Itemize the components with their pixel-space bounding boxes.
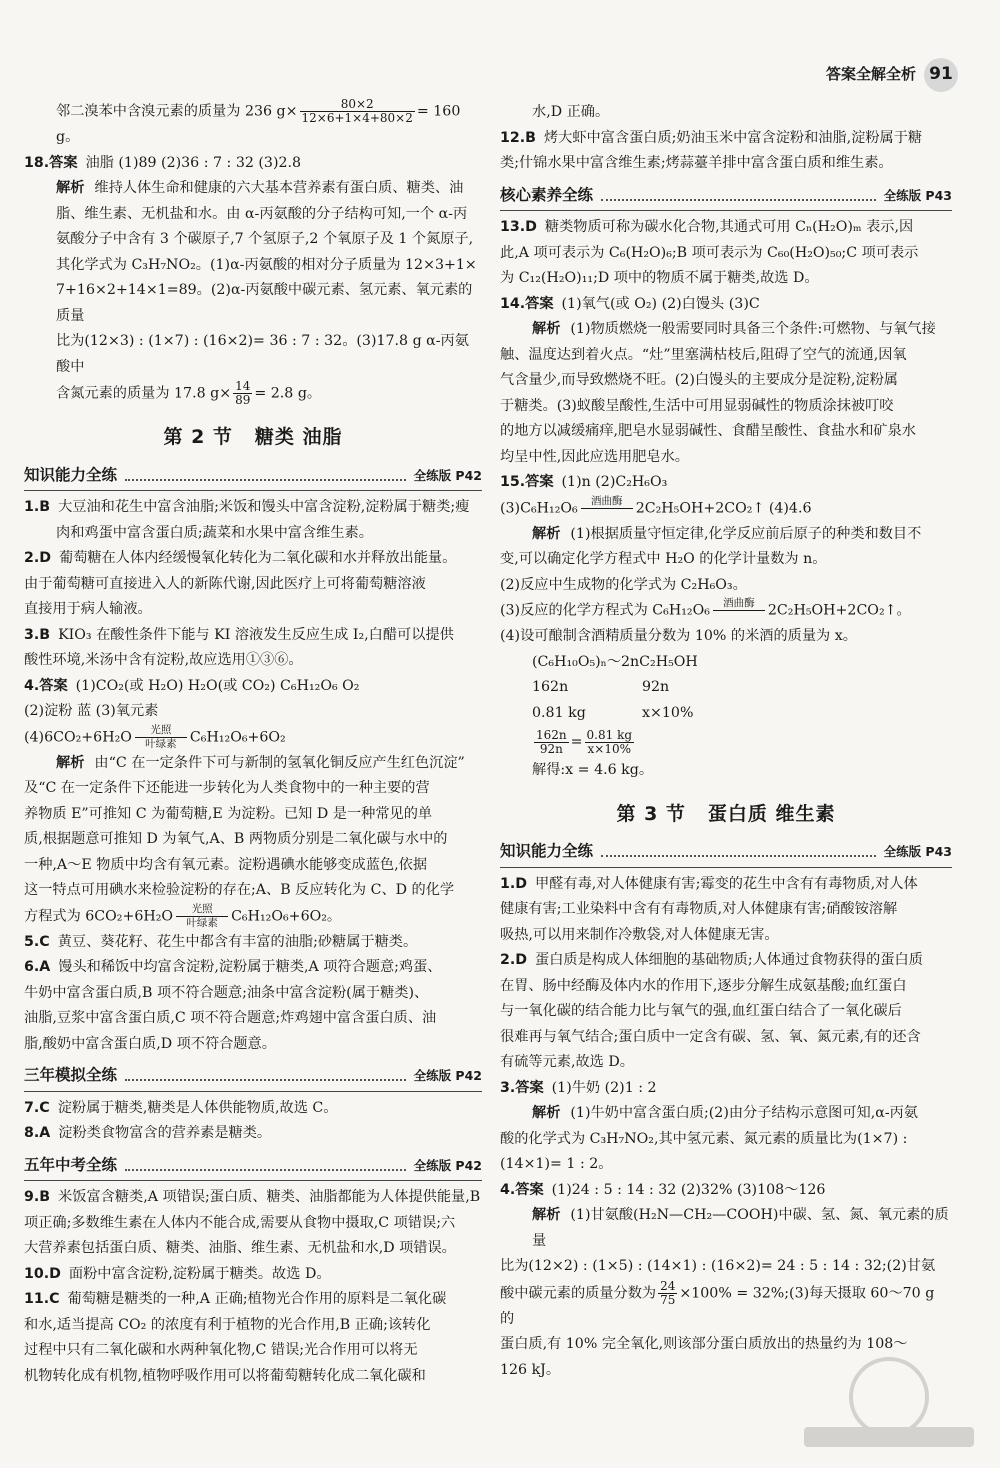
- explanation-4: 解析 由“C 在一定条件下可与新制的氢氧化铜反应产生红色沉淀”: [56, 754, 465, 771]
- text-line: 邻二溴苯中含溴元素的质量为 236 g× $\frac{80\times 2}{12\times 6+1\times 4+80\times 2}$ = 160 g。: [56, 97, 461, 145]
- text-line: (2)淀粉 蓝 (3)氧元素: [24, 703, 159, 719]
- reaction-arrow: 酒曲酶: [581, 496, 633, 521]
- answer-18: 18.答案 油脂 (1)89 (2)36 : 7 : 32 (3)2.8: [24, 154, 302, 171]
- text-line: 变,可以确定化学方程式中 H₂O 的化学计量数为 n。: [500, 551, 827, 567]
- subhead-knowledge-3: 知识能力全练 全练版 P43: [500, 839, 952, 868]
- equation-line: (4)6CO₂+6H₂O 光照 叶绿素 C₆H₁₂O₆+6O₂: [24, 723, 286, 750]
- text-line: 直接用于病人输液。: [24, 601, 152, 617]
- explanation-p3: 解析 (1)牛奶中富含蛋白质;(2)由分子结构示意图可知,α-丙氨: [532, 1105, 918, 1121]
- reaction-arrow: 酒曲酶: [713, 598, 765, 623]
- explanation-15: 解析 (1)根据质量守恒定律,化学反应前后原子的种类和数目不: [532, 525, 922, 542]
- text-line: 大营养素包括蛋白质、糖类、油脂、维生素、无机盐和水,D 项错误。: [24, 1240, 456, 1256]
- text-line: 比为(12×3) : (1×7) : (16×2)= 36 : 7 : 32。(3)17.8 g α-丙氨酸中: [56, 333, 469, 375]
- text-line: 126 kJ。: [500, 1361, 561, 1378]
- answer-1: 1.B 大豆油和花生中富含油脂;米饭和馒头中富含淀粉,淀粉属于糖类;瘦: [24, 499, 470, 515]
- equation-line: (3)C₆H₁₂O₆ 酒曲酶 2C₂H₅OH+2CO₂↑ (4)4.6: [500, 496, 952, 522]
- answer-p3: 3.答案 (1)牛奶 (2)1 : 2: [500, 1079, 657, 1096]
- text-line: 此,A 项可表示为 C₆(H₂O)₆;B 项可表示为 C₆₀(H₂O)₅₀;C 项可表示: [500, 244, 919, 261]
- text-line: 很难再与氧气结合;蛋白质中一定含有碳、氢、氧、氮元素,有的还含: [500, 1028, 921, 1045]
- text-line: 养物质 E”可推知 C 为葡萄糖,E 为淀粉。已知 D 是一种常见的单: [24, 805, 433, 822]
- subhead-five-year: 五年中考全练 全练版 P42: [24, 1153, 482, 1182]
- answer-8: 8.A 淀粉类食物富含的营养素是糖类。: [24, 1125, 272, 1141]
- page-number: 91: [924, 58, 958, 92]
- text-line: 脂、维生素、无机盐和水。由 α-丙氨酸的分子结构可知,一个 α-丙: [56, 205, 468, 222]
- text-line: 触、温度达到着火点。“灶”里塞满枯枝后,阻碍了空气的流通,因氧: [500, 346, 907, 363]
- calc-line: (C₆H₁₀O₅)ₙ～2nC₂H₅OH: [532, 653, 698, 670]
- text-line: 为 C₁₂(H₂O)₁₁;D 项中的物质不属于糖类,故选 D。: [500, 270, 819, 286]
- text-line: 含氮元素的质量为 17.8 g× $\frac{14}{89}$ = 2.8 g。: [56, 379, 322, 407]
- text-line: 一种,A～E 物质中均含有氧元素。淀粉遇碘水能够变成蓝色,依据: [24, 856, 428, 873]
- answer-5: 5.C 黄豆、葵花籽、花生中都含有丰富的油脂;砂糖属于糖类。: [24, 933, 418, 950]
- calc-line: 162n 92n: [532, 679, 670, 695]
- subhead-core: 核心素养全练 全练版 P43: [500, 183, 952, 212]
- text-line: 肉和鸡蛋中富含蛋白质;蔬菜和水果中富含维生素。: [56, 524, 373, 541]
- text-line: 有硫等元素,故选 D。: [500, 1054, 634, 1070]
- text-line: 这一特点可用碘水来检验淀粉的存在;A、B 反应转化为 C、D 的化学: [24, 882, 455, 898]
- calc-proportion: $\frac{162n}{92n}$ = $\frac{0.81 kg}{x\times 10\%}$: [536, 727, 633, 756]
- answer-15: 15.答案 (1)n (2)C₂H₆O₃: [500, 474, 668, 490]
- fraction: $\frac{162n}{92n}$: [536, 727, 567, 756]
- text-line: 和水,适当提高 CO₂ 的浓度有利于植物的光合作用,B 正确;该转化: [24, 1316, 431, 1333]
- right-column: [500, 100, 952, 1383]
- text-line: 由于葡萄糖可直接进入人的新陈代谢,因此医疗上可将葡萄糖溶液: [24, 575, 426, 592]
- text-line: (4)设可酿制含酒精质量分数为 10% 的米酒的质量为 x。: [500, 628, 857, 644]
- explanation-p4: 解析 (1)甘氨酸(H₂N—CH₂—COOH)中碳、氢、氮、氧元素的质量: [532, 1207, 949, 1249]
- answer-14: 14.答案 (1)氧气(或 O₂) (2)白馒头 (3)C: [500, 295, 760, 312]
- equation-line: (3)反应的化学方程式为 C₆H₁₂O₆ 酒曲酶 2C₂H₅OH+2CO₂↑。: [500, 598, 952, 624]
- calc-line: 0.81 kg x×10%: [532, 704, 694, 721]
- text-line: 及“C 在一定条件下还能进一步转化为人类食物中的一种主要的营: [24, 780, 430, 796]
- header-title: 答案全解全析: [825, 65, 916, 84]
- answer-9: 9.B 米饭富含糖类,A 项错误;蛋白质、糖类、油脂都能为人体提供能量,B: [24, 1189, 481, 1205]
- text-line: 酸中碳元素的质量分数为 $\frac{24}{75}$ ×100% = 32%;(3)每天摄取 60～70 g 的: [500, 1278, 935, 1327]
- text-line: (2)反应中生成物的化学式为 C₂H₆O₃。: [500, 576, 747, 593]
- answer-p2: 2.D 蛋白质是构成人体细胞的基础物质;人体通过食物获得的蛋白质: [500, 952, 923, 968]
- text-line: (14×1)= 1 : 2。: [500, 1156, 613, 1172]
- answer-12: 12.B 烤大虾中富含蛋白质;奶油玉米中富含淀粉和油脂,淀粉属于糖: [500, 129, 923, 146]
- answer-11: 11.C 葡萄糖是糖类的一种,A 正确;植物光合作用的原料是二氧化碳: [24, 1291, 447, 1307]
- text-line: 牛奶中富含蛋白质,B 项不符合题意;油条中富含淀粉(属于糖类)、: [24, 984, 429, 1001]
- text-line: 在胃、肠中经酶及体内水的作用下,逐步分解生成氨基酸;血红蛋白: [500, 977, 907, 994]
- text-line: 过程中只有二氧化碳和水两种氧化物,C 错误;光合作用可以将无: [24, 1342, 418, 1358]
- text-line: 均呈中性,因此应选用肥皂水。: [500, 448, 689, 465]
- text-line: 类;什锦水果中富含维生素;烤蒜薹羊排中富含蛋白质和维生素。: [500, 155, 893, 171]
- answer-p1: 1.D 甲醛有毒,对人体健康有害;霉变的花生中含有有毒物质,对人体: [500, 875, 918, 892]
- text-line: 氨酸分子中含有 3 个碳原子,7 个氢原子,2 个氧原子及 1 个氮原子,: [56, 231, 474, 247]
- left-column: [24, 98, 482, 1389]
- fraction: $\frac{0.81 kg}{x\times 10\%}$: [586, 727, 633, 756]
- explanation-18: 解析 维持人体生命和健康的六大基本营养素有蛋白质、糖类、油: [56, 180, 464, 196]
- answer-6: 6.A 馒头和稀饭中均富含淀粉,淀粉属于糖类,A 项符合题意;鸡蛋、: [24, 959, 442, 975]
- answer-p4: 4.答案 (1)24 : 5 : 14 : 32 (2)32% (3)108～126: [500, 1181, 826, 1198]
- answer-3: 3.B KIO₃ 在酸性条件下能与 KI 溶液发生反应生成 I₂,白醋可以提供: [24, 626, 454, 643]
- text-line: 机物转化成有机物,植物呼吸作用可以将葡萄糖转化成二氧化碳和: [24, 1367, 426, 1384]
- page-header: [826, 58, 958, 92]
- section-title-2: 第 2 节 糖类 油脂: [163, 426, 343, 448]
- reaction-arrow: 光照 叶绿素: [176, 904, 228, 929]
- text-line: 健康有害;工业染料中含有有毒物质,对人体健康有害;硝酸铵溶解: [500, 901, 898, 917]
- subhead-three-year: 三年模拟全练 全练版 P42: [24, 1063, 482, 1092]
- section-title-3: 第 3 节 蛋白质 维生素: [616, 802, 836, 825]
- text-line: 油脂,豆浆中富含蛋白质,C 项不符合题意;炸鸡翅中富含蛋白质、油: [24, 1010, 437, 1026]
- fraction: $\frac{80\times 2}{12\times 6+1\times 4+80\times 2}$: [301, 97, 413, 125]
- text-line: 与一氧化碳的结合能力比与氧气的强,血红蛋白结合了一氧化碳后: [500, 1003, 902, 1019]
- text-line: 的地方以减缓痛痒,肥皂水显弱碱性、食醋呈酸性、食盐水和矿泉水: [500, 423, 916, 439]
- text-line: 其化学式为 C₃H₇NO₂。(1)α-丙氨酸的相对分子质量为 12×3+1×: [56, 256, 477, 273]
- text-line: 酸性环境,米汤中含有淀粉,故应选用①③⑥。: [24, 652, 303, 668]
- text-line: 蛋白质,有 10% 完全氧化,则该部分蛋白质放出的热量约为 108～: [500, 1336, 908, 1352]
- text-line: 气含量少,而导致燃烧不旺。(2)白馒头的主要成分是淀粉,淀粉属: [500, 372, 898, 388]
- text-line: 水,D 正确。: [532, 104, 610, 120]
- fraction: $\frac{14}{89}$: [235, 379, 251, 407]
- subhead-knowledge: 知识能力全练 全练版 P42: [24, 463, 482, 492]
- answer-7: 7.C 淀粉属于糖类,糖类是人体供能物质,故选 C。: [24, 1099, 338, 1116]
- answer-10: 10.D 面粉中富含淀粉,淀粉属于糖类。故选 D。: [24, 1265, 331, 1282]
- fraction: $\frac{24}{75}$: [660, 1278, 676, 1307]
- explanation-14: 解析 (1)物质燃烧一般需要同时具备三个条件:可燃物、与氧气接: [532, 321, 936, 337]
- text-line: 吸热,可以用来制作冷敷袋,对人体健康无害。: [500, 926, 779, 943]
- answer-4: 4.答案 (1)CO₂(或 H₂O) H₂O(或 CO₂) C₆H₁₂O₆ O₂: [24, 677, 360, 694]
- text-line: 项正确;多数维生素在人体内不能合成,需要从食物中摄取,C 项错误;六: [24, 1214, 456, 1231]
- text-line: 7+16×2+14×1=89。(2)α-丙氨酸中碳元素、氢元素、氧元素的质量: [56, 282, 473, 324]
- answer-13: 13.D 糖类物质可称为碳水化合物,其通式可用 Cₙ(H₂O)ₘ 表示,因: [500, 219, 914, 235]
- text-line: 质,根据题意可推知 D 为氧气,A、B 两物质分别是二氧化碳与水中的: [24, 831, 448, 847]
- calc-line: 解得:x = 4.6 kg。: [532, 762, 654, 778]
- answer-2: 2.D 葡萄糖在人体内经缓慢氧化转化为二氧化碳和水并释放出能量。: [24, 550, 457, 566]
- text-line: 比为(12×2) : (1×5) : (14×1) : (16×2)= 24 : 5 : 14 : 32;(2)甘氨: [500, 1258, 936, 1274]
- text-line: 脂,酸奶中富含蛋白质,D 项不符合题意。: [24, 1035, 276, 1052]
- reaction-arrow: 光照 叶绿素: [135, 725, 187, 750]
- watermark-logo-icon: [794, 1352, 984, 1452]
- equation-line: 方程式为 6CO₂+6H₂O 光照 叶绿素 C₆H₁₂O₆+6O₂。: [24, 902, 342, 929]
- text-line: 酸的化学式为 C₃H₇NO₂,其中氢元素、氮元素的质量比为(1×7) :: [500, 1130, 908, 1147]
- text-line: 于糖类。(3)蚁酸呈酸性,生活中可用显弱碱性的物质涂抹被叮咬: [500, 397, 894, 414]
